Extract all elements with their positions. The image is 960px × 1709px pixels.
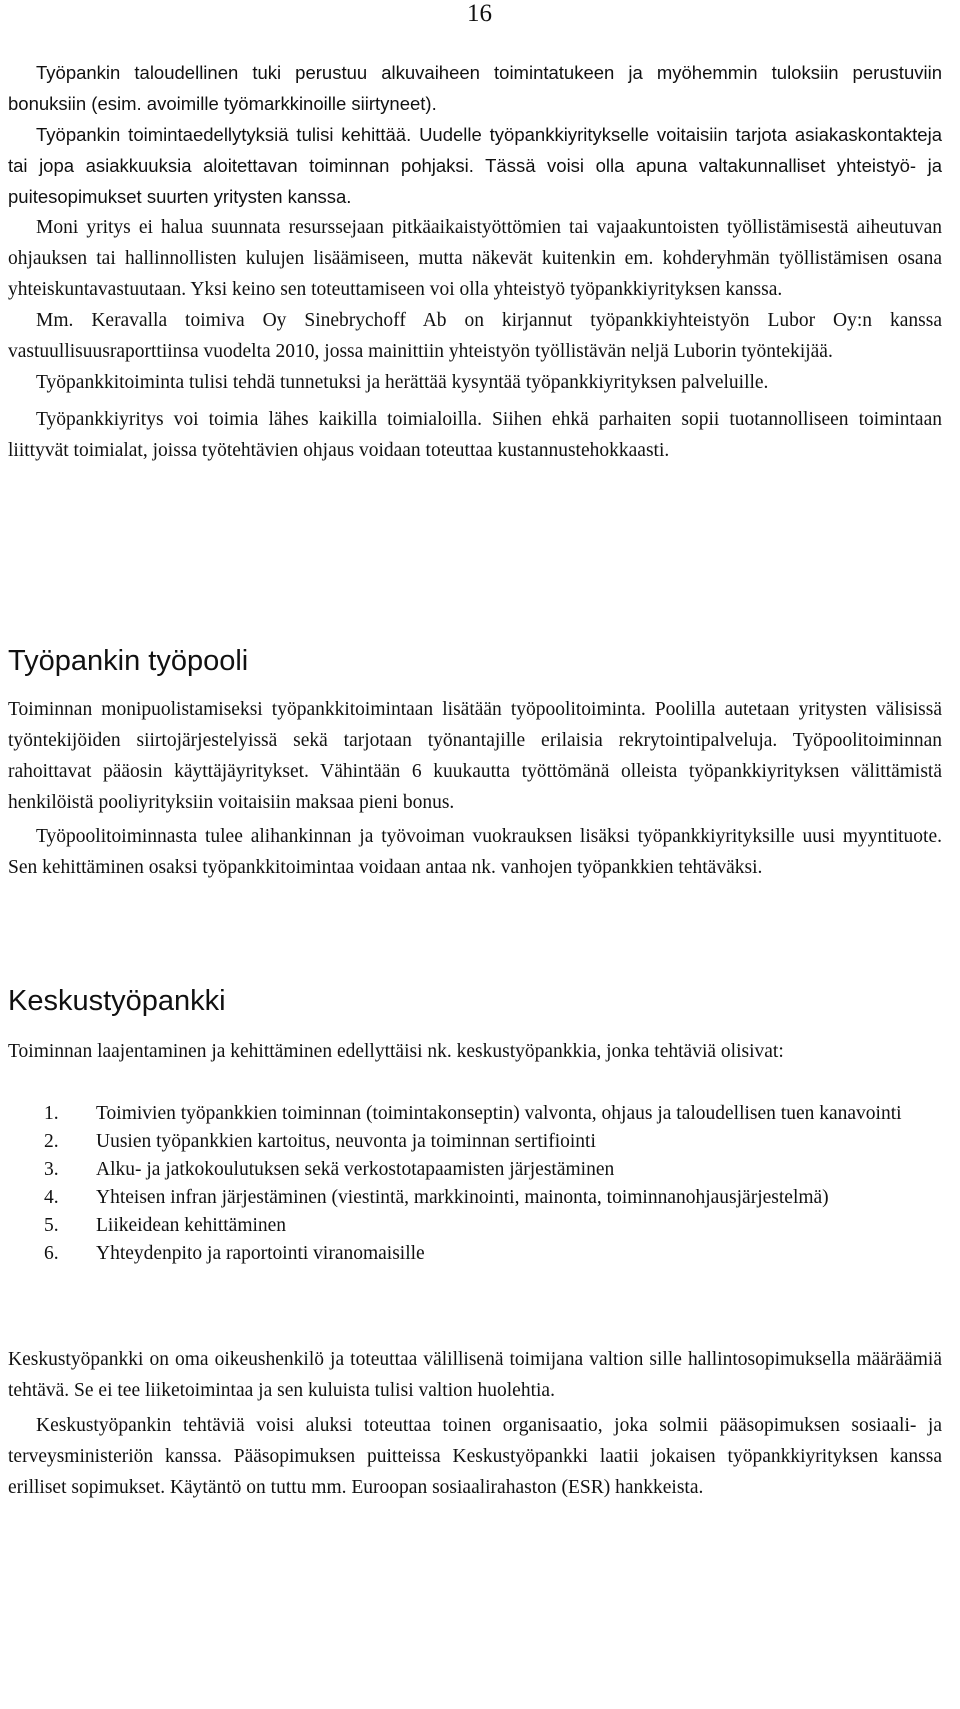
list-item-number: 4. — [44, 1187, 59, 1208]
section-keskustyopankki-intro — [8, 1036, 942, 1067]
section-heading-tyopooli: Työpankin työpooli — [8, 645, 249, 677]
paragraph-tyopooli-2: Työpoolitoiminnasta tulee alihankinnan ja työvoiman vuokrauksen lisäksi työpankkiyrityksille uusi myyntituote. Sen kehittäminen osaksi työpankkitoimintaa voidaan antaa nk. vanhojen työpankkien tehtäväksi. — [8, 826, 942, 878]
list-item-text: Alku- ja jatkokoulutuksen sekä verkostotapaamisten järjestäminen — [96, 1159, 615, 1180]
task-list — [8, 1100, 942, 1268]
list-item — [8, 1156, 942, 1184]
paragraph-industries: Työpankkiyritys voi toimia lähes kaikilla toimialoilla. Siihen ehkä parhaiten sopii tuotannolliseen toimintaan liittyvät toimialat, joissa työtehtävien ohjaus voidaan toteuttaa kustannustehokkaasti. — [8, 409, 942, 461]
list-item — [8, 1128, 942, 1156]
paragraph-keskustyopankki-2: Keskustyöpankin tehtäviä voisi aluksi toteuttaa toinen organisaatio, joka solmii pääsopimuksen sosiaali- ja terveysministeriön kanssa. Pääsopimuksen puitteissa Keskustyöpankki laatii jokaisen työpankkiyrityksen kanssa erilliset sopimukset. Käytäntö on tuttu mm. Euroopan sosiaalirahaston (ESR) hankkeista. — [8, 1415, 942, 1498]
list-item-number: 1. — [44, 1103, 59, 1124]
list-item-number: 2. — [44, 1131, 59, 1152]
intro-text-block — [8, 57, 942, 466]
section-keskustyopankki-text — [8, 1344, 942, 1503]
paragraph-keskustyopankki-1: Keskustyöpankki on oma oikeushenkilö ja toteuttaa välillisenä toimijana valtion sille hallintosopimuksella määräämiä tehtävä. Se ei tee liiketoimintaa ja sen kuluista tulisi valtion huolehtia. — [8, 1349, 942, 1401]
list-item — [8, 1184, 942, 1212]
list-item-number: 6. — [44, 1243, 59, 1264]
list-item-text: Liikeidean kehittäminen — [96, 1215, 287, 1236]
paragraph-keskustyopankki-intro: Toiminnan laajentaminen ja kehittäminen edellyttäisi nk. keskustyöpankkia, jonka tehtäviä olisivat: — [8, 1041, 784, 1062]
section-heading-keskustyopankki: Keskustyöpankki — [8, 985, 226, 1017]
list-item-number: 3. — [44, 1159, 59, 1180]
page-number: 16 — [467, 0, 492, 27]
list-item-text: Toimivien työpankkien toiminnan (toimintakonseptin) valvonta, ohjaus ja taloudellisen tuen kanavointi — [96, 1103, 902, 1124]
paragraph-operating-conditions: Työpankin toimintaedellytyksiä tulisi kehittää. Uudelle työpankkiyritykselle voitaisiin tarjota asiakaskontakteja tai jopa asiakkuuksia aloitettavan toiminnan pohjaksi. Tässä voisi olla apuna valtakunnalliset yhteistyö- ja puitesopimukset suurten yritysten kanssa. — [8, 124, 942, 207]
paragraph-financial-support: Työpankin taloudellinen tuki perustuu alkuvaiheen toimintatukeen ja myöhemmin tuloksiin perustuviin bonuksiin (esim. avoimille työmarkkinoille siirtyneet). — [8, 62, 942, 114]
list-item-number: 5. — [44, 1215, 59, 1236]
paragraph-tyopooli-1: Toiminnan monipuolistamiseksi työpankkitoimintaan lisätään työpoolitoiminta. Poolilla autetaan yritysten välisissä työntekijöiden siirtojärjestelyissä sekä tarjotaan työnantajille erilaisia rekrytointipalveluja. Työpoolitoiminnan rahoittavat pääosin käyttäjäyritykset. Vähintään 6 kuukautta työttömänä olleista työpankkiyrityksen välittämistä henkilöistä pooliyrityksiin voitaisiin maksaa pieni bonus. — [8, 699, 942, 813]
list-item — [8, 1240, 942, 1268]
list-item-text: Yhteisen infran järjestäminen (viestintä, markkinointi, mainonta, toiminnanohjausjärjestelmä) — [96, 1187, 829, 1208]
paragraph-companies-responsibility: Moni yritys ei halua suunnata resurssejaan pitkäaikaistyöttömien tai vajaakuntoisten työllistämisestä aiheutuvan ohjauksen tai hallinnollisten kulujen lisäämiseen, mutta näkevät kuitenkin em. kohderyhmän työllistämisen osana yhteiskuntavastuutaan. Yksi keino sen toteuttamiseen voi olla yhteistyö työpankkiyrityksen kanssa. — [8, 217, 942, 300]
list-item-text: Yhteydenpito ja raportointi viranomaisille — [96, 1243, 425, 1264]
section-tyopooli-text — [8, 694, 942, 883]
list-item — [8, 1212, 942, 1240]
paragraph-awareness: Työpankkitoiminta tulisi tehdä tunnetuksi ja herättää kysyntää työpankkiyrityksen palveluille. — [36, 372, 769, 393]
paragraph-sinebrychoff-example: Mm. Keravalla toimiva Oy Sinebrychoff Ab on kirjannut työpankkiyhteistyön Lubor Oy:n kanssa vastuullisuusraporttiinsa vuodelta 2010, jossa mainittiin yhteistyön työllistävän neljä Luborin työntekijää. — [8, 310, 942, 362]
list-item — [8, 1100, 942, 1128]
list-item-text: Uusien työpankkien kartoitus, neuvonta ja toiminnan sertifiointi — [96, 1131, 596, 1152]
